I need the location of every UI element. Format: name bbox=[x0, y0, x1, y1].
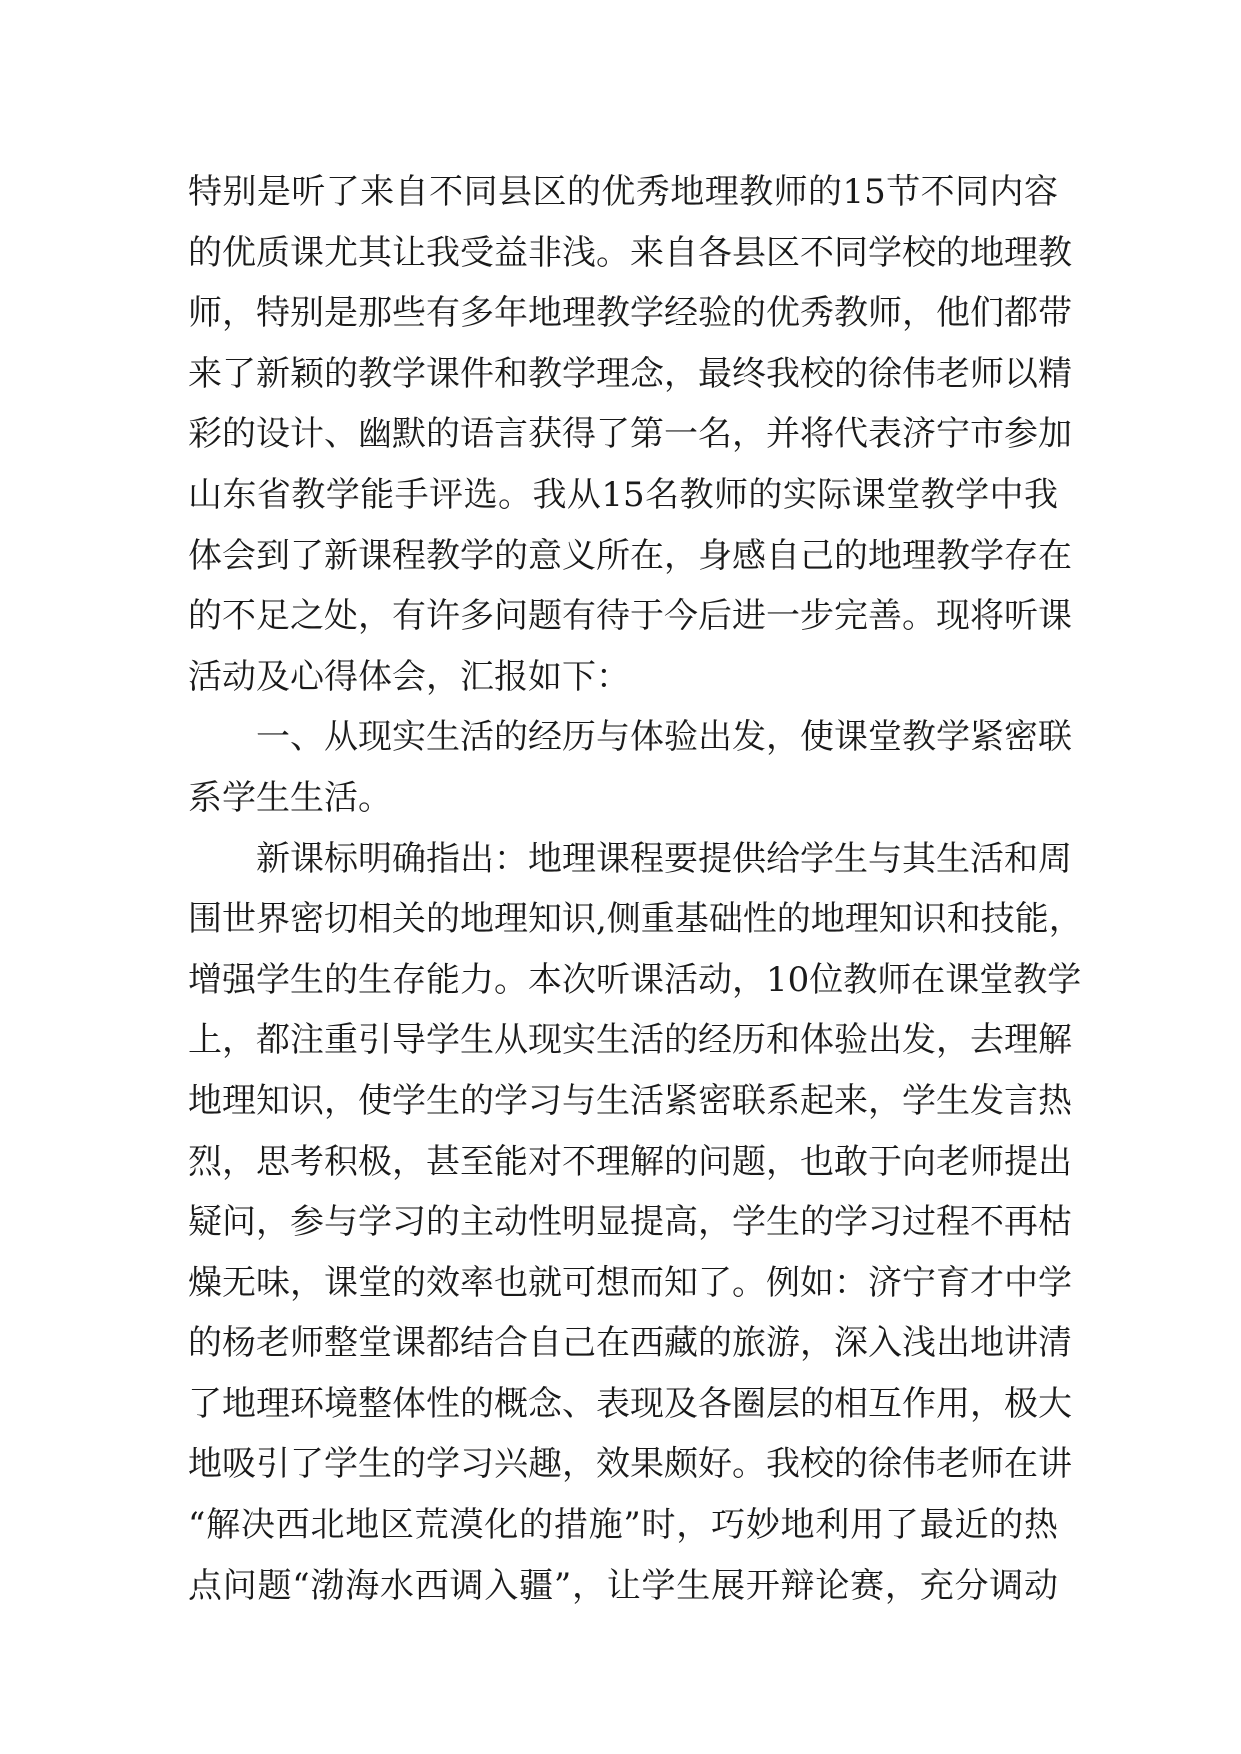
text-line: 增强学生的生存能力。本次听课活动，10位教师在课堂教学 bbox=[188, 959, 1082, 1000]
text-line: “解决西北地区荒漠化的措施”时，巧妙地利用了最近的热 bbox=[188, 1505, 1058, 1546]
text-line: 的不足之处，有许多问题有待于今后进一步完善。现将听课 bbox=[188, 596, 1072, 637]
text-line: 地吸引了学生的学习兴趣，效果颇好。我校的徐伟老师在讲 bbox=[188, 1444, 1072, 1485]
section-heading-continued: 系学生生活。 bbox=[188, 777, 392, 818]
text-line: 活动及心得体会，汇报如下： bbox=[188, 656, 630, 697]
text-line: 燥无味，课堂的效率也就可想而知了。例如：济宁育才中学 bbox=[188, 1262, 1072, 1303]
text-line: 体会到了新课程教学的意义所在，身感自己的地理教学存在 bbox=[188, 535, 1072, 576]
text-line: 上，都注重引导学生从现实生活的经历和体验出发，去理解 bbox=[188, 1020, 1072, 1061]
text-line: 的杨老师整堂课都结合自己在西藏的旅游，深入浅出地讲清 bbox=[188, 1323, 1072, 1364]
text-line: 疑问，参与学习的主动性明显提高，学生的学习过程不再枯 bbox=[188, 1202, 1072, 1243]
text-line: 山东省教学能手评选。我从15名教师的实际课堂教学中我 bbox=[188, 474, 1058, 515]
text-line: 点问题“渤海水西调入疆”，让学生展开辩论赛，充分调动 bbox=[188, 1565, 1058, 1606]
section-heading: 一、从现实生活的经历与体验出发，使课堂教学紧密联 bbox=[256, 717, 1072, 758]
text-line: 来了新颖的教学课件和教学理念，最终我校的徐伟老师以精 bbox=[188, 353, 1072, 394]
text-line: 围世界密切相关的地理知识,侧重基础性的地理知识和技能， bbox=[188, 899, 1083, 940]
paragraph-start: 新课标明确指出：地理课程要提供给学生与其生活和周 bbox=[256, 838, 1072, 879]
text-line: 特别是听了来自不同县区的优秀地理教师的15节不同内容 bbox=[188, 172, 1058, 212]
text-line: 师，特别是那些有多年地理教学经验的优秀教师，他们都带 bbox=[188, 293, 1072, 334]
text-line: 的优质课尤其让我受益非浅。来自各县区不同学校的地理教 bbox=[188, 232, 1072, 273]
text-line: 了地理环境整体性的概念、表现及各圈层的相互作用，极大 bbox=[188, 1383, 1072, 1424]
text-line: 彩的设计、幽默的语言获得了第一名，并将代表济宁市参加 bbox=[188, 414, 1072, 455]
body-text bbox=[188, 162, 1083, 1616]
text-line: 地理知识，使学生的学习与生活紧密联系起来，学生发言热 bbox=[188, 1080, 1072, 1121]
text-line: 烈，思考积极，甚至能对不理解的问题，也敢于向老师提出 bbox=[188, 1141, 1072, 1182]
